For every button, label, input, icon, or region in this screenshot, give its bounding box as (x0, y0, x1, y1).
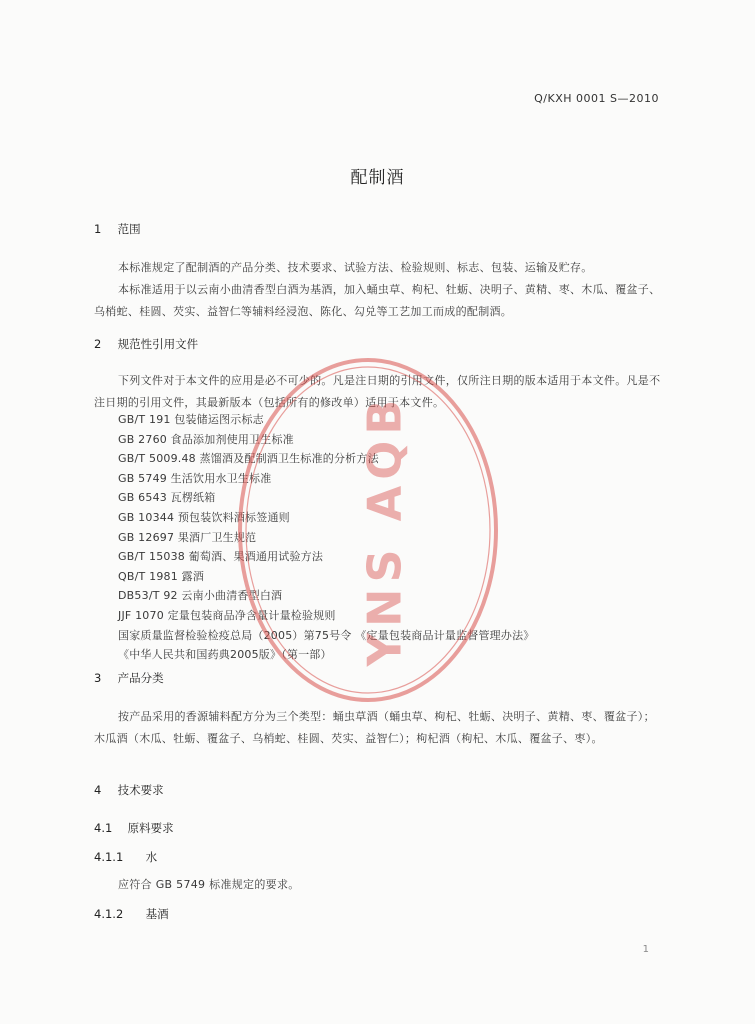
water-requirement: 应符合 GB 5749 标准规定的要求。 (118, 878, 300, 891)
section-number: 4.1.1 (94, 850, 124, 864)
section-title: 范围 (117, 222, 141, 236)
stamp-text: YNS AQB (357, 393, 412, 667)
scope-paragraph-1: 本标准规定了配制酒的产品分类、技术要求、试验方法、检验规则、标志、包装、运输及贮存。 (118, 261, 593, 274)
reference-item: GB 6543 瓦楞纸箱 (118, 491, 216, 505)
section-heading-2 (94, 336, 198, 352)
section-number: 4 (94, 783, 102, 797)
classification-paragraph: 按产品采用的香源辅料配方分为三个类型：蛹虫草酒（蛹虫草、枸杞、牡蛎、决明子、黄精、枣、覆盆子）；木瓜酒（木瓜、牡蛎、覆盆子、乌梢蛇、桂圆、芡实、益智仁）；枸杞酒（枸杞、木瓜、覆盆子、枣）。 (94, 710, 655, 745)
section-title: 技术要求 (117, 783, 164, 797)
section-heading-4 (94, 782, 164, 798)
reference-item: GB/T 191 包装储运图示标志 (118, 413, 264, 426)
section-heading-1 (94, 221, 141, 237)
reference-item: DB53/T 92 云南小曲清香型白酒 (118, 589, 283, 603)
section-number: 3 (94, 671, 102, 685)
reference-item: QB/T 1981 露酒 (118, 569, 205, 583)
section-heading-3 (94, 670, 164, 686)
reference-item: 国家质量监督检验检疫总局（2005）第75号令 《定量包装商品计量监督管理办法》 (118, 628, 535, 642)
section-title: 基酒 (145, 907, 169, 921)
section-title: 规范性引用文件 (117, 337, 199, 351)
page-number: 1 (642, 944, 649, 955)
scope-paragraph-2: 本标准适用于以云南小曲清香型白酒为基酒，加入蛹虫草、枸杞、牡蛎、决明子、黄精、枣、木瓜、覆盆子、乌梢蛇、桂圆、芡实、益智仁等辅料经浸泡、陈化、勾兑等工艺加工而成的配制酒。 (94, 283, 661, 318)
section-number: 4.1 (94, 821, 113, 835)
section-number: 2 (94, 337, 102, 351)
section-title: 产品分类 (117, 671, 164, 685)
reference-item: GB 2760 食品添加剂使用卫生标准 (118, 432, 294, 446)
references-intro: 下列文件对于本文件的应用是必不可少的。凡是注日期的引用文件，仅所注日期的版本适用于本文件。凡是不注日期的引用文件，其最新版本（包括所有的修改单）适用于本文件。 (94, 374, 661, 409)
reference-item: GB/T 5009.48 蒸馏酒及配制酒卫生标准的分析方法 (118, 452, 379, 466)
section-heading-4-1 (94, 820, 174, 836)
section-number: 1 (94, 222, 102, 236)
section-heading-4-1-2 (94, 906, 169, 922)
standard-code: Q/KXH 0001 S—2010 (534, 92, 659, 105)
section-number: 4.1.2 (94, 907, 124, 921)
reference-item: JJF 1070 定量包装商品净含量计量检验规则 (118, 608, 336, 622)
section-heading-4-1-1 (94, 849, 157, 865)
document-title: 配制酒 (350, 168, 405, 188)
reference-item: GB/T 15038 葡萄酒、果酒通用试验方法 (118, 550, 324, 564)
reference-item: GB 12697 果酒厂卫生规范 (118, 530, 257, 544)
reference-item: GB 10344 预包装饮料酒标签通则 (118, 510, 290, 524)
section-title: 水 (145, 850, 158, 864)
section-title: 原料要求 (127, 821, 174, 835)
reference-item: GB 5749 生活饮用水卫生标准 (118, 471, 272, 485)
reference-list (118, 410, 535, 665)
reference-item: 《中华人民共和国药典2005版》（第一部） (118, 648, 332, 662)
